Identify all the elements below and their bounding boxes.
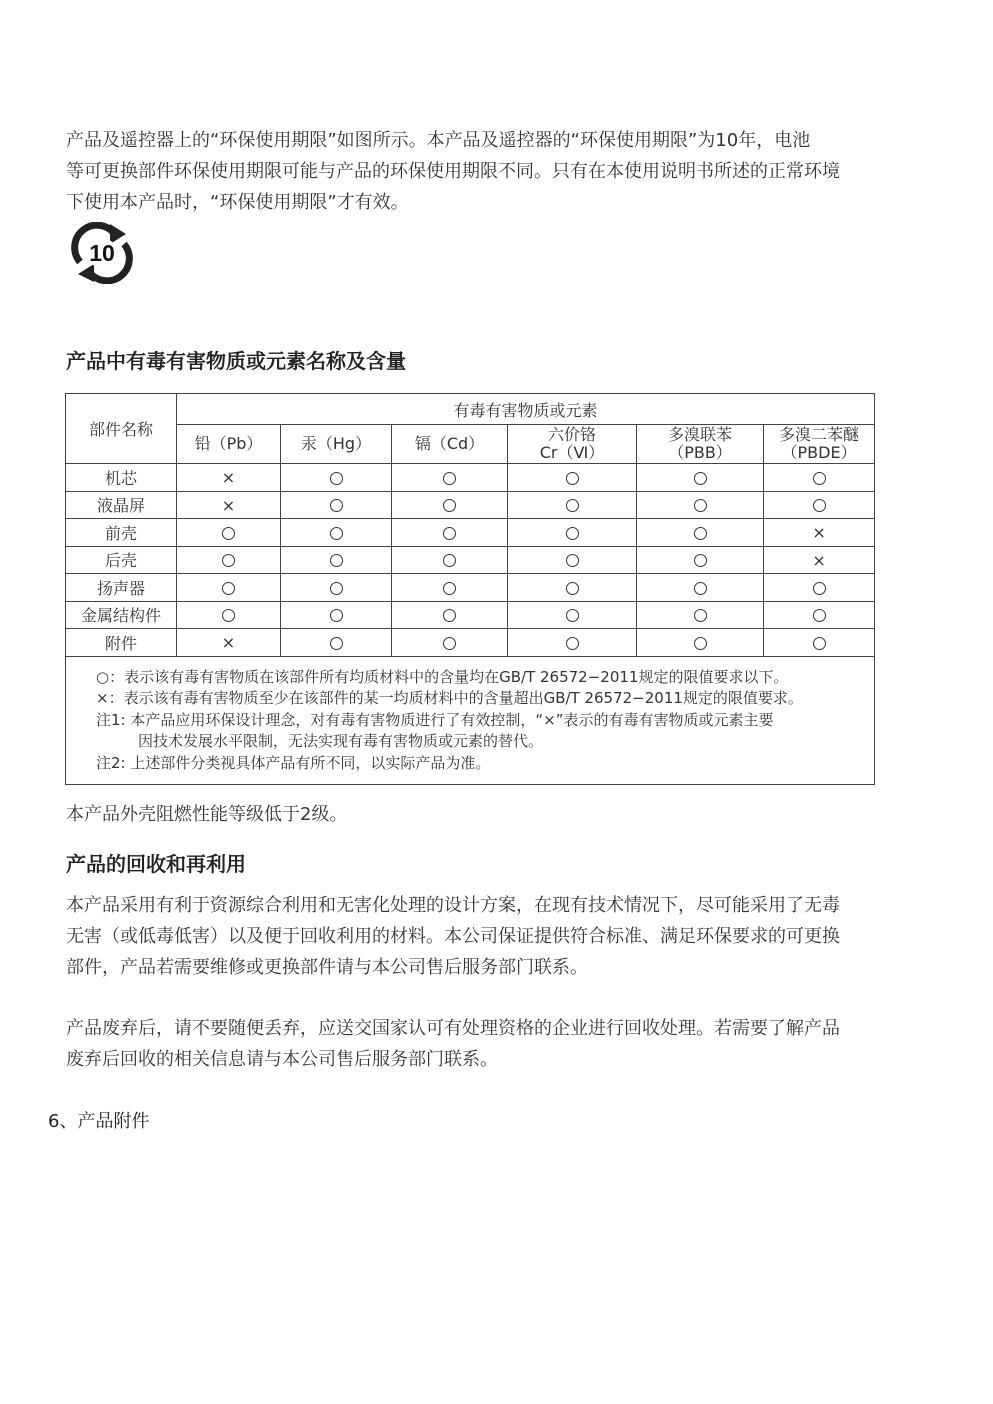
substance-mark-cell — [392, 464, 508, 492]
compliant-circle-mark — [443, 499, 456, 512]
substance-mark-cell — [177, 464, 281, 492]
compliant-circle-mark — [694, 527, 707, 540]
compliant-circle-mark — [566, 527, 579, 540]
recycle-line: 产品废弃后，请不要随便丢弃，应送交国家认可有处理资格的企业进行回收处理。若需要了解产品 — [66, 1018, 840, 1039]
substance-mark-cell — [281, 464, 392, 492]
flame-retardant-note: 本产品外壳阻燃性能等级低于2级。 — [66, 804, 348, 825]
exceeds-cross-mark: × — [812, 550, 826, 570]
part-name-cell: 液晶屏 — [66, 491, 177, 519]
compliant-circle-mark — [330, 609, 343, 622]
substance-mark-cell — [281, 519, 392, 547]
substance-mark-cell — [508, 546, 637, 574]
substance-mark-cell — [764, 629, 875, 657]
substance-header: 汞（Hg） — [281, 425, 392, 464]
substance-mark-cell — [392, 601, 508, 629]
recycle-arrows-icon — [68, 222, 136, 284]
compliant-circle-mark — [813, 582, 826, 595]
compliant-circle-mark — [694, 582, 707, 595]
note-line: 注1: 本产品应用环保设计理念，对有毒有害物质进行了有效控制，“×”表示的有毒有害物质或元素主要 — [96, 710, 774, 729]
substance-mark-cell — [637, 629, 764, 657]
compliant-circle-mark — [813, 609, 826, 622]
part-name-cell: 前壳 — [66, 519, 177, 547]
compliant-circle-mark — [222, 554, 235, 567]
intro-paragraph — [66, 125, 896, 218]
note-line: ×：表示该有毒有害物质至少在该部件的某一均质材料中的含量超出GB/T 26572−2011规定的限值要求。 — [96, 689, 803, 707]
table-row — [66, 519, 875, 547]
recycle-paragraph-2 — [66, 1013, 896, 1075]
compliant-circle-mark — [694, 499, 707, 512]
substance-mark-cell — [281, 546, 392, 574]
substance-mark-cell — [508, 601, 637, 629]
substance-mark-cell — [764, 574, 875, 602]
part-name-cell: 扬声器 — [66, 574, 177, 602]
compliant-circle-mark — [813, 637, 826, 650]
compliant-circle-mark — [443, 554, 456, 567]
compliant-circle-mark — [566, 609, 579, 622]
table-row — [66, 601, 875, 629]
compliant-circle-mark — [566, 554, 579, 567]
substance-mark-cell — [177, 491, 281, 519]
part-name-cell: 附件 — [66, 629, 177, 657]
substance-mark-cell — [508, 574, 637, 602]
substance-mark-cell — [392, 629, 508, 657]
substances-group-header: 有毒有害物质或元素 — [177, 394, 875, 425]
substance-header: 六价铬 Cr（Ⅵ） — [508, 425, 637, 464]
part-name-header: 部件名称 — [66, 394, 177, 464]
compliant-circle-mark — [330, 637, 343, 650]
substance-header-row — [66, 425, 875, 464]
substance-mark-cell — [281, 601, 392, 629]
exceeds-cross-mark: × — [221, 495, 236, 515]
compliant-circle-mark — [443, 637, 456, 650]
recycle-line: 无害（或低毒低害）以及便于回收利用的材料。本公司保证提供符合标准、满足环保要求的可更换 — [66, 926, 840, 947]
compliant-circle-mark — [694, 472, 707, 485]
compliant-circle-mark — [566, 472, 579, 485]
substance-mark-cell — [177, 546, 281, 574]
substance-mark-cell — [392, 491, 508, 519]
table-row — [66, 629, 875, 657]
substance-header: 铅（Pb） — [177, 425, 281, 464]
compliant-circle-mark — [330, 554, 343, 567]
compliant-circle-mark — [443, 609, 456, 622]
compliant-circle-mark — [222, 527, 235, 540]
substance-mark-cell — [764, 491, 875, 519]
recycle-paragraph-1 — [66, 890, 896, 983]
substance-mark-cell — [764, 601, 875, 629]
substance-mark-cell — [637, 601, 764, 629]
compliant-circle-mark — [694, 609, 707, 622]
compliant-circle-mark — [694, 637, 707, 650]
compliant-circle-mark — [222, 582, 235, 595]
substance-mark-cell — [508, 491, 637, 519]
table-notes — [66, 656, 875, 785]
note-line: 注2: 上述部件分类视具体产品有所不同，以实际产品为准。 — [96, 753, 491, 772]
recycle-title: 产品的回收和再利用 — [66, 852, 246, 876]
environmental-protection-period-logo — [68, 222, 136, 284]
substance-mark-cell — [392, 546, 508, 574]
table-row — [66, 574, 875, 602]
substance-mark-cell — [177, 601, 281, 629]
substance-mark-cell — [637, 464, 764, 492]
exceeds-cross-mark: × — [221, 468, 236, 488]
substance-mark-cell — [508, 519, 637, 547]
substance-mark-cell — [764, 546, 875, 574]
compliant-circle-mark — [566, 499, 579, 512]
section-6-title: 6、产品附件 — [48, 1111, 150, 1132]
table-row — [66, 491, 875, 519]
substance-mark-cell — [177, 519, 281, 547]
substance-mark-cell — [764, 464, 875, 492]
compliant-circle-mark — [443, 527, 456, 540]
table-row — [66, 546, 875, 574]
compliant-circle-mark — [443, 582, 456, 595]
exceeds-cross-mark: × — [221, 633, 236, 653]
intro-line: 下使用本产品时，“环保使用期限”才有效。 — [66, 192, 409, 213]
compliant-circle-mark — [566, 637, 579, 650]
substance-mark-cell — [281, 491, 392, 519]
compliant-circle-mark — [813, 499, 826, 512]
compliant-circle-mark — [443, 472, 456, 485]
recycle-line: 废弃后回收的相关信息请与本公司售后服务部门联系。 — [66, 1049, 498, 1070]
substance-mark-cell — [177, 629, 281, 657]
logo-years-text: 10 — [89, 240, 115, 266]
substance-mark-cell — [177, 574, 281, 602]
intro-line: 等可更换部件环保使用期限可能与产品的环保使用期限不同。只有在本使用说明书所述的正常环境 — [66, 161, 840, 182]
part-name-cell: 后壳 — [66, 546, 177, 574]
substance-mark-cell — [637, 519, 764, 547]
compliant-circle-mark — [566, 582, 579, 595]
table-row — [66, 464, 875, 492]
compliant-circle-mark — [330, 472, 343, 485]
part-name-cell: 机芯 — [66, 464, 177, 492]
compliant-circle-mark — [813, 472, 826, 485]
substance-mark-cell — [281, 629, 392, 657]
compliant-circle-mark — [694, 554, 707, 567]
compliant-circle-mark — [330, 527, 343, 540]
recycle-line: 部件，产品若需要维修或更换部件请与本公司售后服务部门联系。 — [66, 957, 588, 978]
substance-mark-cell — [508, 464, 637, 492]
substance-mark-cell — [637, 574, 764, 602]
substance-mark-cell — [281, 574, 392, 602]
note-line: 因技术发展水平限制，无法实现有毒有害物质或元素的替代。 — [138, 732, 544, 750]
hazardous-substances-table — [65, 393, 875, 785]
substance-mark-cell — [392, 574, 508, 602]
substance-mark-cell — [508, 629, 637, 657]
intro-line: 产品及遥控器上的“环保使用期限”如图所示。本产品及遥控器的“环保使用期限”为10年，电池 — [66, 130, 811, 151]
compliant-circle-mark — [330, 582, 343, 595]
substance-mark-cell — [392, 519, 508, 547]
substance-header: 多溴联苯 （PBB） — [637, 425, 764, 464]
substance-header: 镉（Cd） — [392, 425, 508, 464]
substance-mark-cell — [764, 519, 875, 547]
note-line: ○：表示该有毒有害物质在该部件所有均质材料中的含量均在GB/T 26572−2011规定的限值要求以下。 — [96, 667, 789, 686]
hazardous-substances-title: 产品中有毒有害物质或元素名称及含量 — [66, 349, 406, 373]
substance-mark-cell — [637, 491, 764, 519]
exceeds-cross-mark: × — [812, 523, 826, 543]
recycle-line: 本产品采用有利于资源综合利用和无害化处理的设计方案，在现有技术情况下，尽可能采用了无毒 — [66, 895, 840, 916]
compliant-circle-mark — [222, 609, 235, 622]
substance-mark-cell — [637, 546, 764, 574]
substance-header: 多溴二苯醚 （PBDE） — [764, 425, 875, 464]
part-name-cell: 金属结构件 — [66, 601, 177, 629]
compliant-circle-mark — [330, 499, 343, 512]
